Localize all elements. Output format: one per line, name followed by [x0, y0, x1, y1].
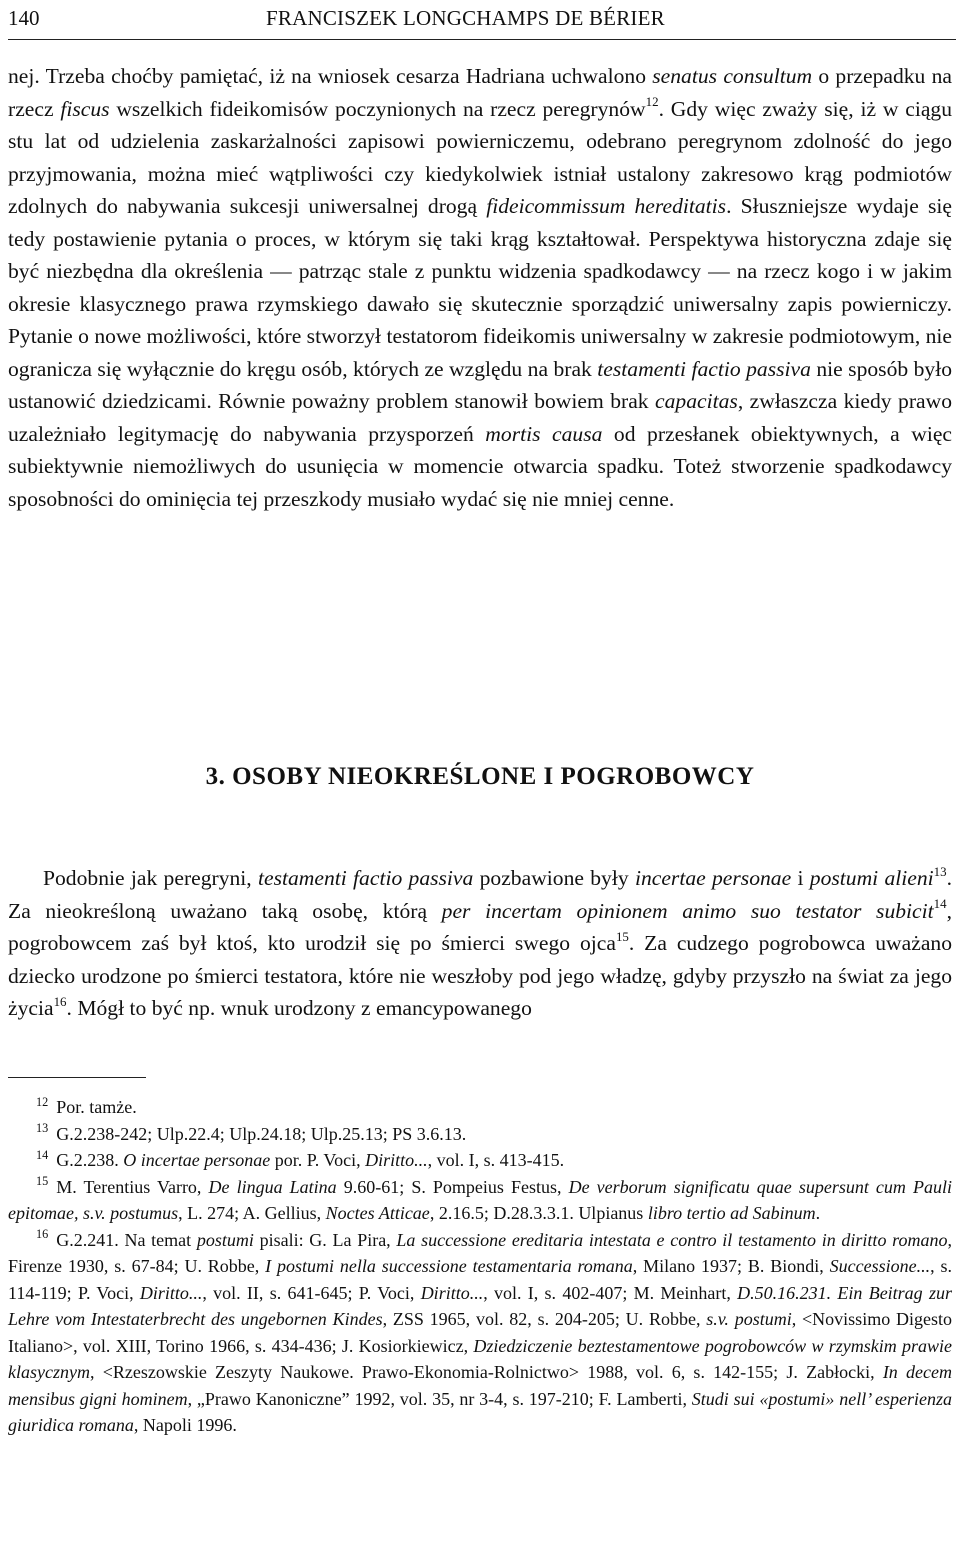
footnote-number: 16 — [36, 1227, 49, 1242]
text-run: , <Rzeszowskie Zeszyty Naukowe. Prawo-Ekonomia-Rolnictwo> 1988, vol. 6, s. 142-155; J. Zabłocki, — [89, 1362, 883, 1382]
italic-term: fideicommissum hereditatis — [486, 194, 727, 218]
footnote-number: 13 — [36, 1121, 49, 1136]
italic-term: per incertam opinionem animo suo testator subicit — [441, 898, 934, 923]
footnote-14 — [8, 1147, 952, 1174]
italic-title: Successione... — [829, 1256, 931, 1276]
italic-title: De lingua Latina — [208, 1176, 337, 1197]
italic-term: capacitas — [655, 389, 738, 413]
text-run: , vol. II, s. 641-645; P. Voci, — [202, 1282, 421, 1303]
italic-term: incertae personae — [634, 866, 792, 890]
text-run: , Milano 1937; B. Biondi, — [632, 1256, 830, 1276]
text-run: , zwłaszcza kiedy prawo uzależniało legitymację do nabywania przysporzeń — [8, 389, 952, 446]
text-run: . — [815, 1203, 821, 1223]
text-run: , L. 274; A. Gellius, — [178, 1203, 326, 1223]
text-run: , ZSS 1965, vol. 82, s. 204-205; U. Robbe, — [382, 1309, 707, 1329]
header-rule — [8, 39, 956, 40]
footnote-number: 14 — [36, 1147, 49, 1162]
text-run: Podobnie jak peregryni, — [43, 866, 258, 890]
text-run: nie sposób było ustanowić dziedzicami. Równie poważny problem stanowił bowiem brak — [8, 356, 952, 413]
italic-title: Diritto... — [365, 1150, 428, 1170]
italic-title: D.50.16.231. Ein Beitrag zur Lehre vom Intestaterbrecht des ungebornen Kindes — [8, 1282, 952, 1329]
text-run: od przesłanek obiektywnych, a więc subiektywnie niemożliwych do usunięcia w momencie otwarcia spadku. Toteż stworzenie spadkodawcy sposobności do ominięcia tej przeszkody musiało wydać się nie mniej cenne. — [8, 421, 953, 511]
text-run: Por. tamże. — [56, 1097, 137, 1117]
italic-term: testamenti factio passiva — [597, 356, 811, 381]
italic-title: Diritto... — [139, 1282, 203, 1303]
text-run: , Napoli 1996. — [133, 1415, 237, 1435]
italic-title: libro tertio ad Sabinum — [647, 1203, 816, 1223]
italic-term: mortis causa — [485, 421, 603, 446]
footnote-ref-15[interactable]: 15 — [615, 928, 629, 944]
italic-title: Studi sui «postumi» nell’ esperienza giuridica romana — [8, 1388, 952, 1435]
italic-title: Dziedziczenie beztestamentowe pogrobowców w rzymskim prawie klasycznym — [8, 1335, 952, 1382]
italic-term: senatus consultum — [652, 64, 813, 88]
text-run: M. Terentius Varro, — [56, 1176, 209, 1197]
text-run: pisali: G. La Pira, — [253, 1229, 397, 1250]
italic-title: postumi — [196, 1229, 254, 1250]
text-run: , vol. I, s. 413-415. — [427, 1150, 565, 1170]
text-run: pozbawione były — [473, 866, 635, 890]
text-run: . Słuszniejsze wydaje się tedy postawienie pytania o proces, w którym się taki krąg kształtował. Perspektywa historyczna zdaje się być niezbędna dla określenia — patrząc stale z punktu widzenia spadkodawcy — na rzecz kogo i w jakim okresie klasycznego prawa rzymskiego dawało się skutecznie sporządzić uniwersalny zapis powierniczy. Pytanie o nowe możliwości, które stworzył testatorom fideikomis uniwersalny w zakresie podmiotowym, nie ogranicza się wyłącznie do kręgu osób, których ze względu na brak — [8, 194, 952, 381]
text-run: G.2.241. Na temat — [56, 1229, 197, 1250]
footnote-number: 15 — [36, 1174, 49, 1189]
italic-term: postumi alieni — [809, 866, 934, 890]
text-run: wszelkich fideikomisów poczynionych na rzecz peregrynów — [109, 96, 646, 121]
footnote-13 — [8, 1121, 952, 1148]
text-run: . Za cudzego pogrobowca uważano dziecko urodzone po śmierci testatora, które nie weszłoby pod jego władzę, gdyby przyszło na świat za jego życia — [8, 931, 952, 1020]
italic-title: O incertae personae — [123, 1150, 271, 1170]
italic-title: Diritto... — [420, 1282, 484, 1303]
text-run: G.2.238-242; Ulp.22.4; Ulp.24.18; Ulp.25.13; PS 3.6.13. — [56, 1123, 467, 1144]
italic-title: I postumi nella successione testamentaria romana — [265, 1256, 633, 1276]
text-run: , pogrobowcem zaś był ktoś, kto urodził się po śmierci swego ojca — [8, 898, 952, 955]
footnote-12 — [8, 1094, 952, 1121]
text-run: , 2.16.5; D.28.3.3.1. Ulpianus — [429, 1203, 648, 1223]
text-run: G.2.238. — [56, 1150, 124, 1170]
footnote-number: 12 — [36, 1094, 49, 1109]
footnote-15 — [8, 1174, 952, 1227]
text-run: , s. 114-119; P. Voci, — [8, 1256, 952, 1303]
text-run: i — [791, 866, 810, 890]
footnote-16 — [8, 1227, 952, 1439]
running-header — [8, 6, 952, 34]
text-run: , Firenze 1930, s. 67-84; U. Robbe, — [8, 1229, 952, 1276]
body-paragraph-2 — [8, 862, 952, 1025]
footnotes — [8, 1094, 952, 1439]
body-paragraph-1 — [8, 60, 952, 515]
text-run: nej. Trzeba choćby pamiętać, iż na wniosek cesarza Hadriana uchwalono — [8, 64, 653, 88]
italic-title: La successione ereditaria intestata e contro il testamento in diritto romano — [396, 1229, 948, 1250]
text-run: . Mógł to być np. wnuk urodzony z emancypowanego — [66, 996, 532, 1020]
running-title: FRANCISZEK LONGCHAMPS DE BÉRIER — [266, 6, 665, 30]
section-heading: 3. OSOBY NIEOKREŚLONE I POGROBOWCY — [205, 763, 755, 790]
footnote-ref-13[interactable]: 13 — [933, 863, 947, 879]
italic-term: fiscus — [60, 96, 110, 121]
text-run: o przepadku na rzecz — [8, 64, 953, 121]
italic-term: testamenti factio passiva — [258, 866, 474, 890]
text-run: , „Prawo Kanoniczne” 1992, vol. 35, nr 3-4, s. 197-210; F. Lamberti, — [187, 1388, 692, 1409]
italic-title: s.v. postumi — [706, 1309, 792, 1329]
text-run: por. P. Voci, — [270, 1150, 366, 1170]
footnote-separator — [8, 1077, 146, 1078]
footnote-ref-16[interactable]: 16 — [53, 993, 67, 1009]
page-number: 140 — [8, 6, 40, 30]
footnote-ref-14[interactable]: 14 — [933, 896, 947, 912]
text-run: 9.60-61; S. Pompeius Festus, — [336, 1176, 569, 1197]
text-run: . Gdy więc zważy się, iż w ciągu stu lat od udzielenia zaskarżalności zapisowi powierniczemu, odebrano peregrynom zdolność do jego przyjmowania, można mieć wątpliwości czy kiedykolwiek istniał ustalony zakresowo krąg podmiotów zdolnych do nabywania sukcesji uniwersalnej drogą — [8, 96, 953, 218]
italic-title: De verborum significatu quae supersunt cum Pauli epitomae, s.v. postumus — [8, 1176, 952, 1223]
text-run: . Za nieokreśloną uważano taką osobę, którą — [8, 866, 953, 923]
italic-title: Noctes Atticae — [325, 1203, 430, 1223]
text-run: , <Novissimo Digesto Italiano>, vol. XIII, Torino 1966, s. 434-436; J. Kosiorkiewicz, — [8, 1309, 952, 1356]
text-run: , vol. I, s. 402-407; M. Meinhart, — [483, 1282, 738, 1303]
italic-title: In decem mensibus gigni hominem — [8, 1362, 952, 1409]
footnote-ref-12[interactable]: 12 — [645, 94, 659, 110]
